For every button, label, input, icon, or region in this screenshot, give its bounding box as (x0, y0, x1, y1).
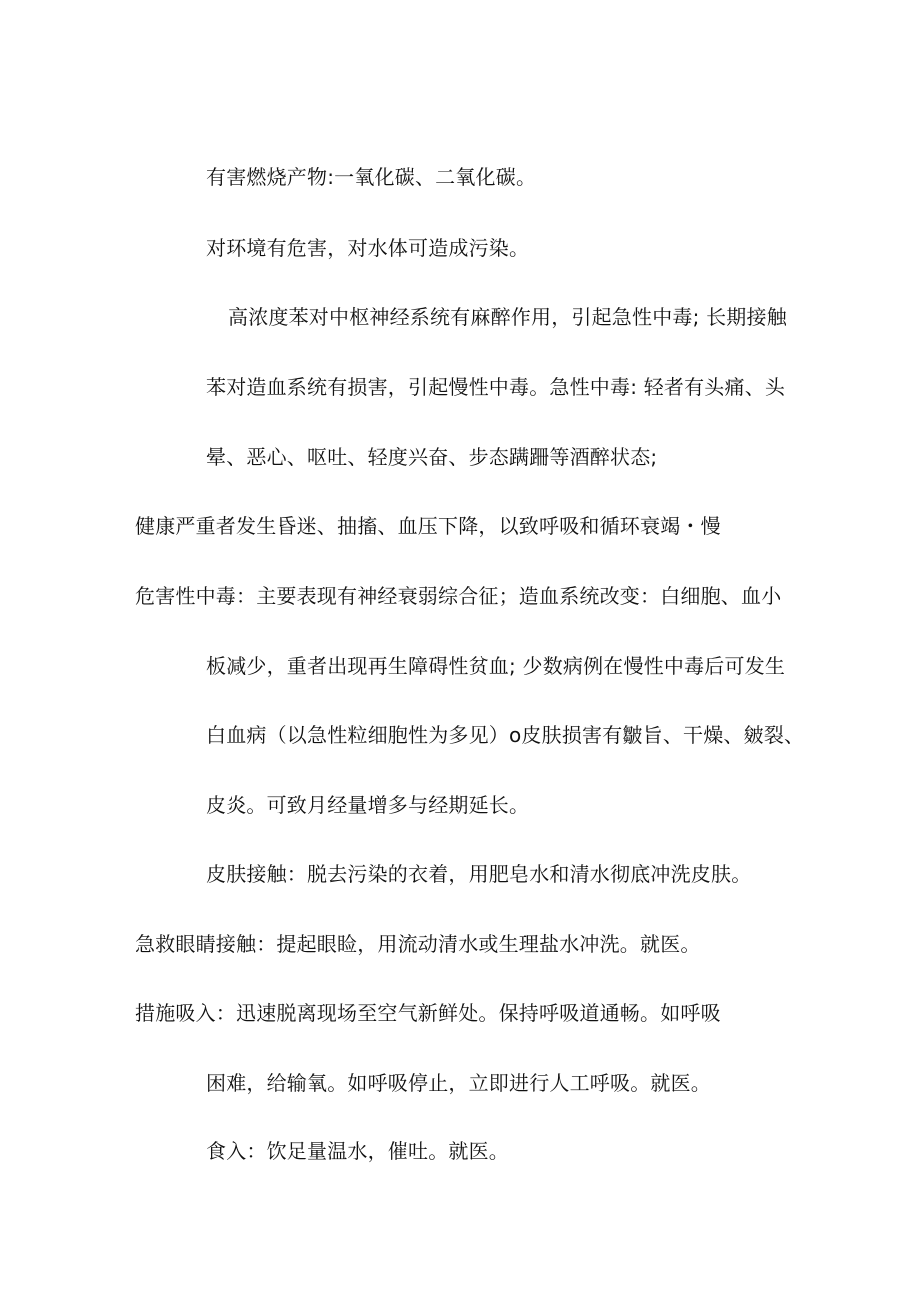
text-line-health-hazard-8: 皮炎。可致月经量增多与经期延长。 (206, 793, 530, 817)
text-line-health-hazard-3: 晕、恶心、呕吐、轻度兴奋、步态蹒跚等酒醉状态; (206, 445, 658, 469)
text-line-health-hazard-4: 健康严重者发生昏迷、抽搐、血压下降，以致呼吸和循环衰竭・慢 (135, 514, 721, 538)
text-line-health-hazard-5: 危害性中毒：主要表现有神经衰弱综合征；造血系统改变：白细胞、血小 (135, 584, 782, 608)
text-line-environment-hazard: 对环境有危害，对水体可造成污染。 (206, 236, 530, 260)
text-line-health-hazard-2: 苯对造血系统有损害，引起慢性中毒。急性中毒: 轻者有头痛、头 (206, 375, 786, 399)
text-line-first-aid-inhalation-1: 措施吸入：迅速脱离现场至空气新鲜处。保持呼吸道通畅。如呼吸 (135, 1001, 721, 1025)
text-line-first-aid-ingestion: 食入：饮足量温水，催吐。就医。 (206, 1139, 509, 1163)
text-line-health-hazard-7: 白血病（以急性粒细胞性为多见）o皮肤损害有皺旨、干燥、皴裂、 (206, 723, 805, 747)
text-line-first-aid-inhalation-2: 困难，给输氧。如呼吸停止，立即进行人工呼吸。就医。 (206, 1071, 711, 1095)
text-line-health-hazard-6: 板减少，重者出现再生障碍性贫血; 少数病例在慢性中毒后可发生 (206, 654, 786, 678)
text-line-first-aid-eyes: 急救眼睛接触：提起眼睑，用流动清水或生理盐水冲洗。就医。 (135, 932, 701, 956)
text-line-combustion-products: 有害燃烧产物:一氧化碳、二氧化碳。 (206, 165, 537, 189)
text-line-health-hazard-1: 高浓度苯对中枢神经系统有麻醉作用，引起急性中毒; 长期接触 (228, 305, 787, 329)
text-line-first-aid-skin: 皮肤接触：脱去污染的衣着，用肥皂水和清水彻底冲洗皮肤。 (206, 862, 752, 886)
